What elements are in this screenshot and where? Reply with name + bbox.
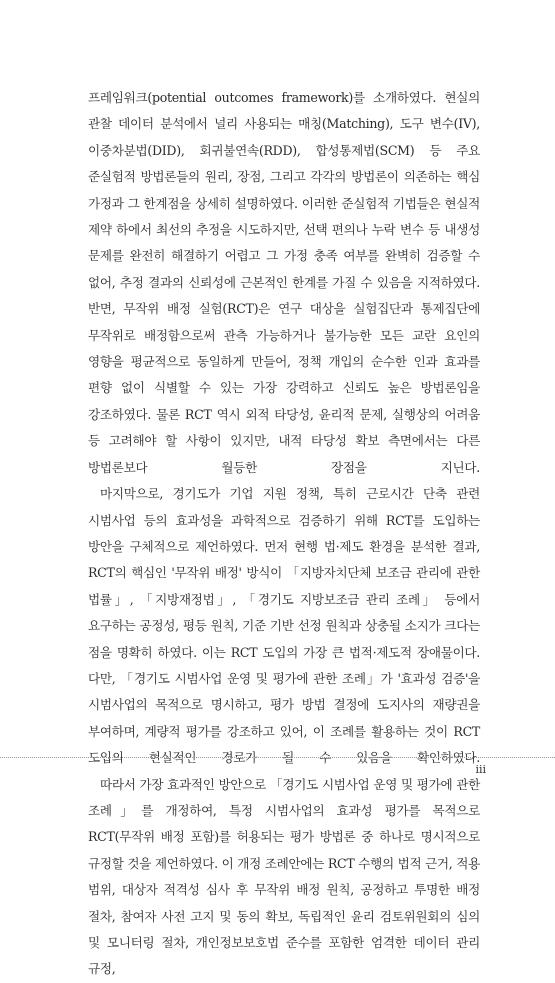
body-paragraph-1: 프레임워크(potential outcomes framework)를 소개하였다. 현실의 관찰 데이터 분석에서 널리 사용되는 매칭(Matching), 도구 변수(IV), 이중차분법(DID), 회귀불연속(RDD), 합성통제법(SCM) 등 주요 준실험적 방법론들의 원리, 장점, 그리고 각각의 방법론이 의존하는 핵심 가정과 그 한계점을 상세히 설명하였다. 이러한 준실험적 기법들은 현실적 제약 하에서 최선의 추정을 시도하지만, 선택 편의나 누락 변수 등 내생성 문제를 완전히 해결하기 어렵고 그 가정 충족 여부를 완벽히 검증할 수 없어, 추정 결과의 신뢰성에 근본적인 한계를 가질 수 있음을 지적하였다. 반면, 무작위 배정 실험(RCT)은 연구 대상을 실험집단과 통제집단에 무작위로 배정함으로써 관측 가능하거나 불가능한 모든 교란 요인의 영향을 평균적으로 동일하게 만들어, 정책 개입의 순수한 인과 효과를 편향 없이 식별할 수 있는 가장 강력하고 신뢰도 높은 방법론임을 강조하였다. 물론 RCT 역시 외적 타당성, 윤리적 문제, 실행상의 어려움 등 고려해야 할 사항이 있지만, 내적 타당성 확보 측면에서는 다른 방법론보다 월등한 장점을 지닌다. [88, 90, 480, 475]
body-paragraph-2: 마지막으로, 경기도가 기업 지원 정책, 특히 근로시간 단축 관련 시범사업 등의 효과성을 과학적으로 검증하기 위해 RCT를 도입하는 방안을 구체적으로 제언하였다. 먼저 현행 법·제도 환경을 분석한 결과, RCT의 핵심인 '무작위 배정' 방식이 「지방자치단체 보조금 관리에 관한 법률」, 「지방재정법」, 「경기도 지방보조금 관리 조례」 등에서 요구하는 공정성, 평등 원칙, 기준 기반 선정 원칙과 상충될 소지가 크다는 점을 명확히 하였다. 이는 RCT 도입의 가장 큰 법적·제도적 장애물이다. 다만, 「경기도 시범사업 운영 및 평가에 관한 조례」가 '효과성 검증'을 시범사업의 목적으로 명시하고, 평가 방법 결정에 도지사의 재량권을 부여하며, 계량적 평가를 강조하고 있어, 이 조례를 활용하는 것이 RCT 도입의 현실적인 경로가 될 수 있음을 확인하였다. [88, 486, 480, 766]
body-paragraph-3: 따라서 가장 효과적인 방안으로 「경기도 시범사업 운영 및 평가에 관한 조례」를 개정하여, 특정 시범사업의 효과성 평가를 목적으로 RCT(무작위 배정 포함)를 허용되는 평가 방법론 중 하나로 명시적으로 규정할 것을 제언하였다. 이 개정 조례안에는 RCT 수행의 법적 근거, 적용 범위, 대상자 적격성 심사 후 무작위 배정 원칙, 공정하고 투명한 배정 절차, 참여자 사전 고지 및 동의 확보, 독립적인 윤리 검토위원회의 심의 및 모니터링 절차, 개인정보보호법 준수를 포함한 엄격한 데이터 관리 규정, [88, 776, 480, 977]
footer-divider [0, 757, 555, 758]
page-number: iii [475, 763, 486, 776]
document-body [88, 85, 480, 983]
